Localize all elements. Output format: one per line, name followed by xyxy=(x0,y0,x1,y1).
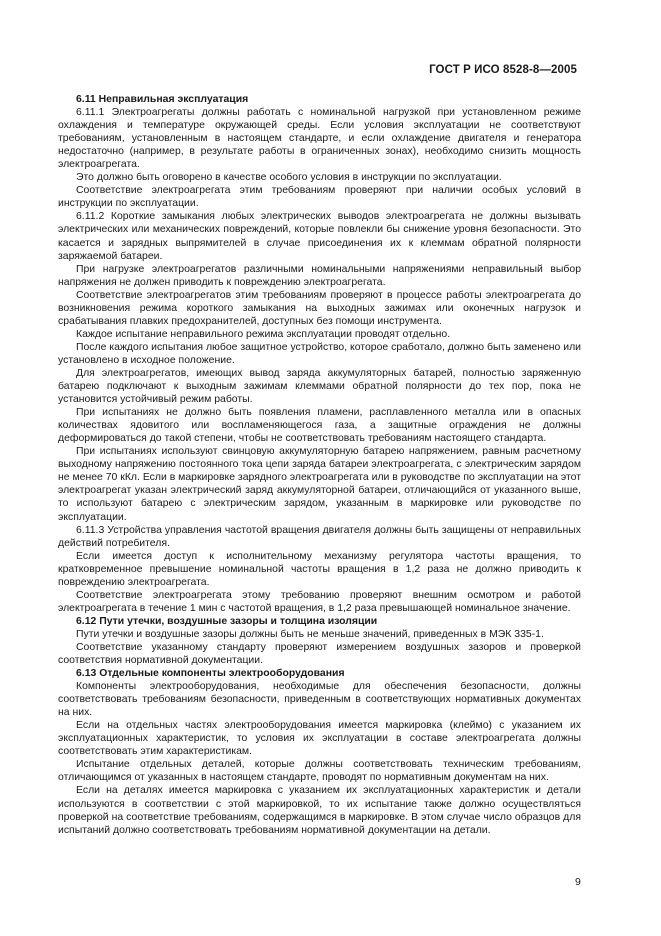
paragraph: Если имеется доступ к исполнительному механизму регулятора частоты вращения, то кратковременное превышение номинальной частоты вращения в 1,2 раза не должно приводить к повреждению электроагрегата. xyxy=(58,550,581,588)
paragraph: 6.11.3 Устройства управления частотой вращения двигателя должны быть защищены от неправильных действий потребителя. xyxy=(58,524,581,549)
paragraph: Соответствие электроагрегатов этим требованиям проверяют в процессе работы электроагрегата до возникновения режима короткого замыкания на выходных зажимах или оконечных нагрузок и срабатывания плавких предохранителей, доступных без помощи инструмента. xyxy=(58,289,581,327)
section-heading-6-12: 6.12 Пути утечки, воздушные зазоры и толщина изоляции xyxy=(76,615,378,627)
page-number: 9 xyxy=(575,876,581,888)
paragraph: Соответствие электроагрегата этому требованию проверяют внешним осмотром и работой электроагрегата в течение 1 мин с частотой вращения, в 1,2 раза превышающей номинальное значение. xyxy=(58,589,581,614)
paragraph: Соответствие указанному стандарту проверяют измерением воздушных зазоров и проверкой соответствия нормативной документации. xyxy=(58,641,581,667)
paragraph: Каждое испытание неправильного режима эксплуатации проводят отдельно. xyxy=(76,328,451,340)
paragraph: Если на деталях имеется маркировка с указанием их эксплуатационных характеристик и детали используются в соответствии с этой маркировкой, то их испытание также должно осуществляться проверкой на соответствие требованиям, содержащимся в маркировке. В этом случае число образцов для испытаний должно соответствовать требованиям нормативной документации на детали. xyxy=(58,785,581,836)
document-header: ГОСТ Р ИСО 8528-8—2005 xyxy=(429,64,577,76)
paragraph: При нагрузке электроагрегатов различными номинальными напряжениями неправильный выбор напряжения не должен приводить к повреждению электроагрегата. xyxy=(58,263,581,288)
document-body xyxy=(58,93,581,837)
section-heading-6-13: 6.13 Отдельные компоненты электрооборудования xyxy=(76,668,345,680)
paragraph: Если на отдельных частях электрооборудования имеется маркировка (клеймо) с указанием их эксплуатационных характеристик, то условия их эксплуатации в составе электроагрегата должны соответствовать этим характеристикам. xyxy=(58,720,581,758)
paragraph: 6.11.1 Электроагрегаты должны работать с номинальной нагрузкой при установленном режиме охлаждения и температуре окружающей среды. Если условия эксплуатации не соответствуют требованиям, установленным в настоящем стандарте, и если охлаждение двигателя и генератора недостаточно (например, в результате работы в ограниченных зонах), необходимо снизить мощность электроагрегата. xyxy=(58,107,581,171)
paragraph: Соответствие электроагрегата этим требованиям проверяют при наличии особых условий в инструкции по эксплуатации. xyxy=(58,185,581,210)
paragraph: Компоненты электрооборудования, необходимые для обеспечения безопасности, должны соответствовать требованиям безопасности, приведенным в соответствующих нормативных документах на них. xyxy=(58,681,581,719)
paragraph: Для электроагрегатов, имеющих вывод заряда аккумуляторных батарей, полностью заряженную батарею подключают к выходным зажимам клеммами обратной полярности до тех пор, пока не установится устойчивый режим работы. xyxy=(58,367,581,406)
paragraph: 6.11.2 Короткие замыкания любых электрических выводов электроагрегата не должны вызывать электрических или механических повреждений, которые повлекли бы снижение уровня безопасности. Это касается и зарядных выпрямителей в случае присоединения их к клеммам обратной полярности заряжаемой батареи. xyxy=(58,211,581,262)
paragraph: Это должно быть оговорено в качестве особого условия в инструкции по эксплуатации. xyxy=(76,172,502,184)
paragraph: После каждого испытания любое защитное устройство, которое сработало, должно быть заменено или установлено в исходное положение. xyxy=(58,341,581,366)
paragraph: Испытание отдельных деталей, которые должны соответствовать техническим требованиям, отличающимся от указанных в настоящем стандарте, проводят по нормативным документам на них. xyxy=(58,759,581,784)
section-heading-6-11: 6.11 Неправильная эксплуатация xyxy=(76,94,249,105)
paragraph: Пути утечки и воздушные зазоры должны быть не меньше значений, приведенных в МЭК 335-1. xyxy=(76,628,544,640)
paragraph: При испытаниях не должно быть появления пламени, расплавленного металла или в опасных количествах ядовитого или воспламеняющегося газа, а защитные ограждения не должны деформироваться до такой степени, чтобы не соответствовать требованиям настоящего стандарта. xyxy=(58,407,581,445)
paragraph: При испытаниях используют свинцовую аккумуляторную батарею напряжением, равным расчетному выходному напряжению постоянного тока цепи заряда батареи электроагрегата, с электрическим зарядом не менее 70 кКл. Если в маркировке зарядного электроагрегата или в руководстве по эксплуатации на этот электроагрегат указан электрический заряд аккумуляторной батареи, отличающийся от указанного выше, то используют батарею с электрическим зарядом, указанным в маркировке или руководстве по эксплуатации. xyxy=(58,446,581,523)
